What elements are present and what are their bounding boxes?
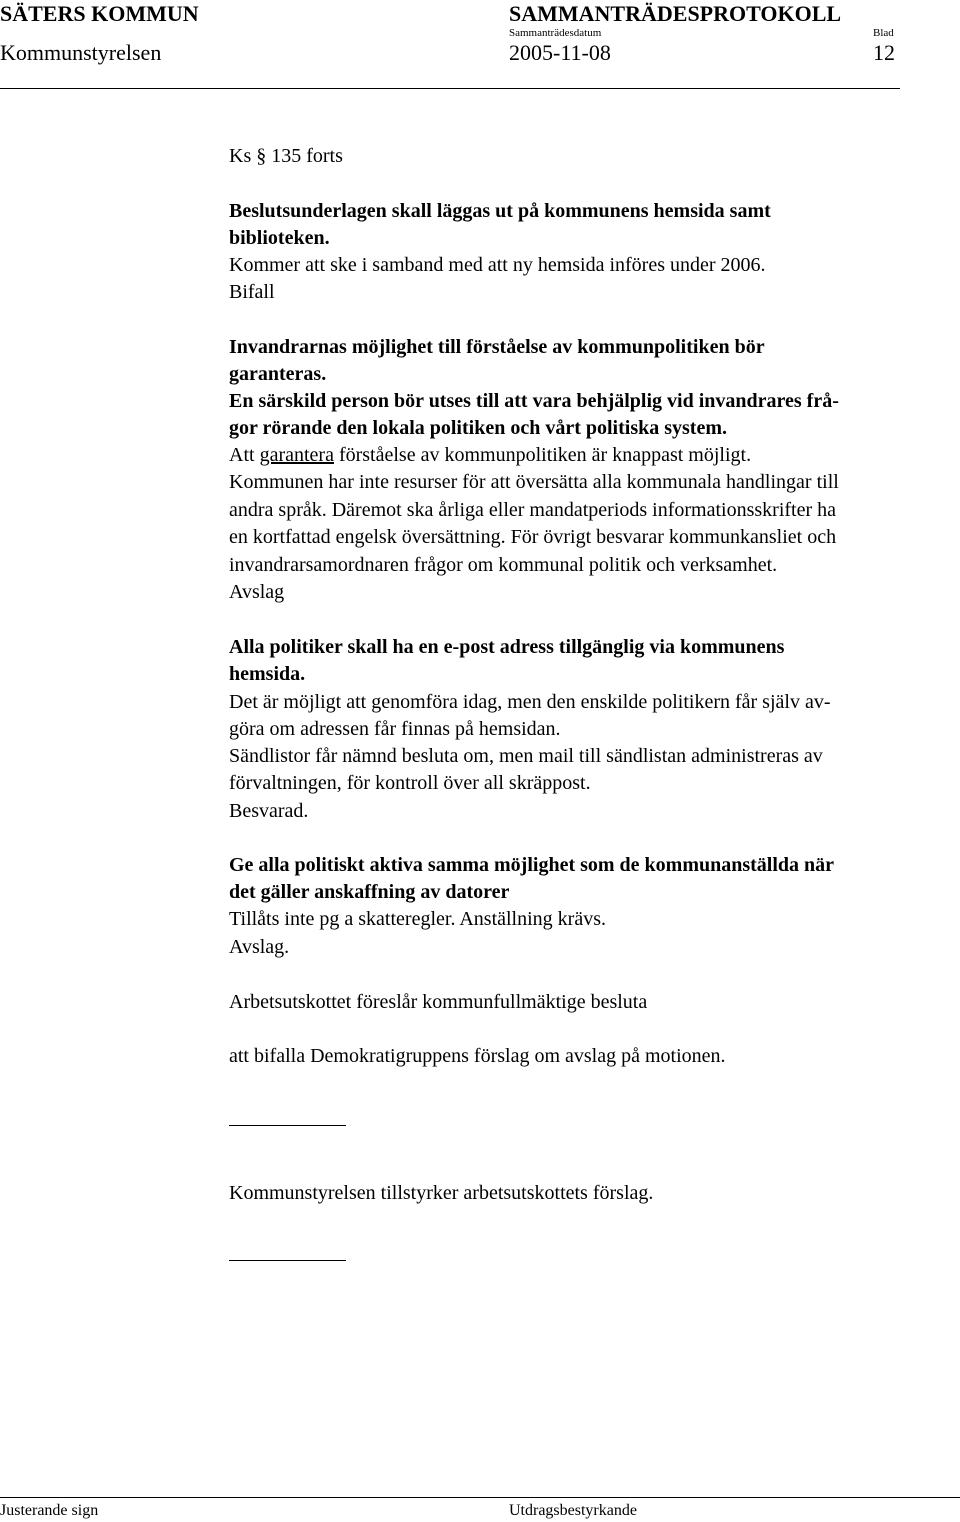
section-separator (229, 1125, 346, 1126)
municipality-name: SÄTERS KOMMUN (0, 1, 199, 26)
item-decision: Besvarad. (229, 800, 309, 822)
item-decision: Avslag. (229, 936, 290, 958)
item-text-line: förvaltningen, för kontroll över all skräppost. (229, 772, 591, 794)
item-decision: Bifall (229, 281, 275, 303)
underlined-word: garantera (259, 444, 334, 466)
item-heading-line: Ge alla politiskt aktiva samma möjlighet som de kommunanställda när (229, 854, 835, 876)
board-decision: Kommunstyrelsen tillstyrker arbetsutskottets förslag. (229, 1182, 654, 1204)
footer-divider (0, 1497, 960, 1498)
item-text-line: Tillåts inte pg a skatteregler. Anställning krävs. (229, 908, 606, 930)
item-text-line: Det är möjligt att genomföra idag, men den enskilde politikern får själv av- (229, 691, 831, 713)
item-decision: Avslag (229, 581, 285, 603)
item-text-line: andra språk. Däremot ska årliga eller mandatperiods informationsskrifter ha (229, 499, 837, 521)
item-text-line: Sändlistor får nämnd besluta om, men mail till sändlistan administreras av (229, 745, 823, 767)
page-label: Blad (873, 27, 894, 39)
item-heading-line: garanteras. (229, 363, 327, 385)
proposal-intro: Arbetsutskottet föreslår kommunfullmäktige besluta (229, 991, 648, 1013)
item-heading-line: Beslutsunderlagen skall läggas ut på kommunens hemsida samt (229, 200, 771, 222)
date-label: Sammanträdesdatum (509, 27, 602, 39)
section-reference: Ks § 135 forts (229, 145, 343, 167)
item-heading-line: gor rörande den lokala politiken och vårt politiska system. (229, 417, 727, 439)
item-text-line (229, 443, 751, 467)
header-divider (0, 88, 900, 89)
document-type: SAMMANTRÄDESPROTOKOLL (509, 1, 842, 26)
item-text-line: invandrarsamordnaren frågor om kommunal politik och verksamhet. (229, 554, 778, 576)
adjuster-sign-label: Justerande sign (0, 1502, 99, 1519)
item-heading-line: hemsida. (229, 663, 306, 685)
proposal-text: att bifalla Demokratigruppens förslag om avslag på motionen. (229, 1045, 726, 1067)
meeting-date: 2005-11-08 (509, 40, 611, 65)
text-fragment: förståelse av kommunpolitiken är knappast möjligt. (333, 444, 752, 466)
item-text-line: Kommunen har inte resurser för att översätta alla kommunala handlingar till (229, 471, 839, 493)
body-name: Kommunstyrelsen (0, 40, 162, 65)
item-text-line: en kortfattad engelsk översättning. För övrigt besvarar kommunkansliet och (229, 526, 837, 548)
item-heading-line: biblioteken. (229, 227, 330, 249)
item-heading-line: Invandrarnas möjlighet till förståelse av kommunpolitiken bör (229, 336, 765, 358)
page-number: 12 (873, 40, 895, 65)
item-heading-line: Alla politiker skall ha en e-post adress tillgänglig via kommunens (229, 636, 785, 658)
text-fragment: Att (229, 444, 260, 466)
item-text-line: Kommer att ske i samband med att ny hemsida införes under 2006. (229, 254, 766, 276)
item-heading-line: det gäller anskaffning av datorer (229, 881, 510, 903)
item-text-line: göra om adressen får finnas på hemsidan. (229, 718, 561, 740)
extract-verification-label: Utdragsbestyrkande (509, 1502, 637, 1519)
section-separator (229, 1260, 346, 1261)
item-heading-line: En särskild person bör utses till att vara behjälplig vid invandrares frå- (229, 390, 839, 412)
